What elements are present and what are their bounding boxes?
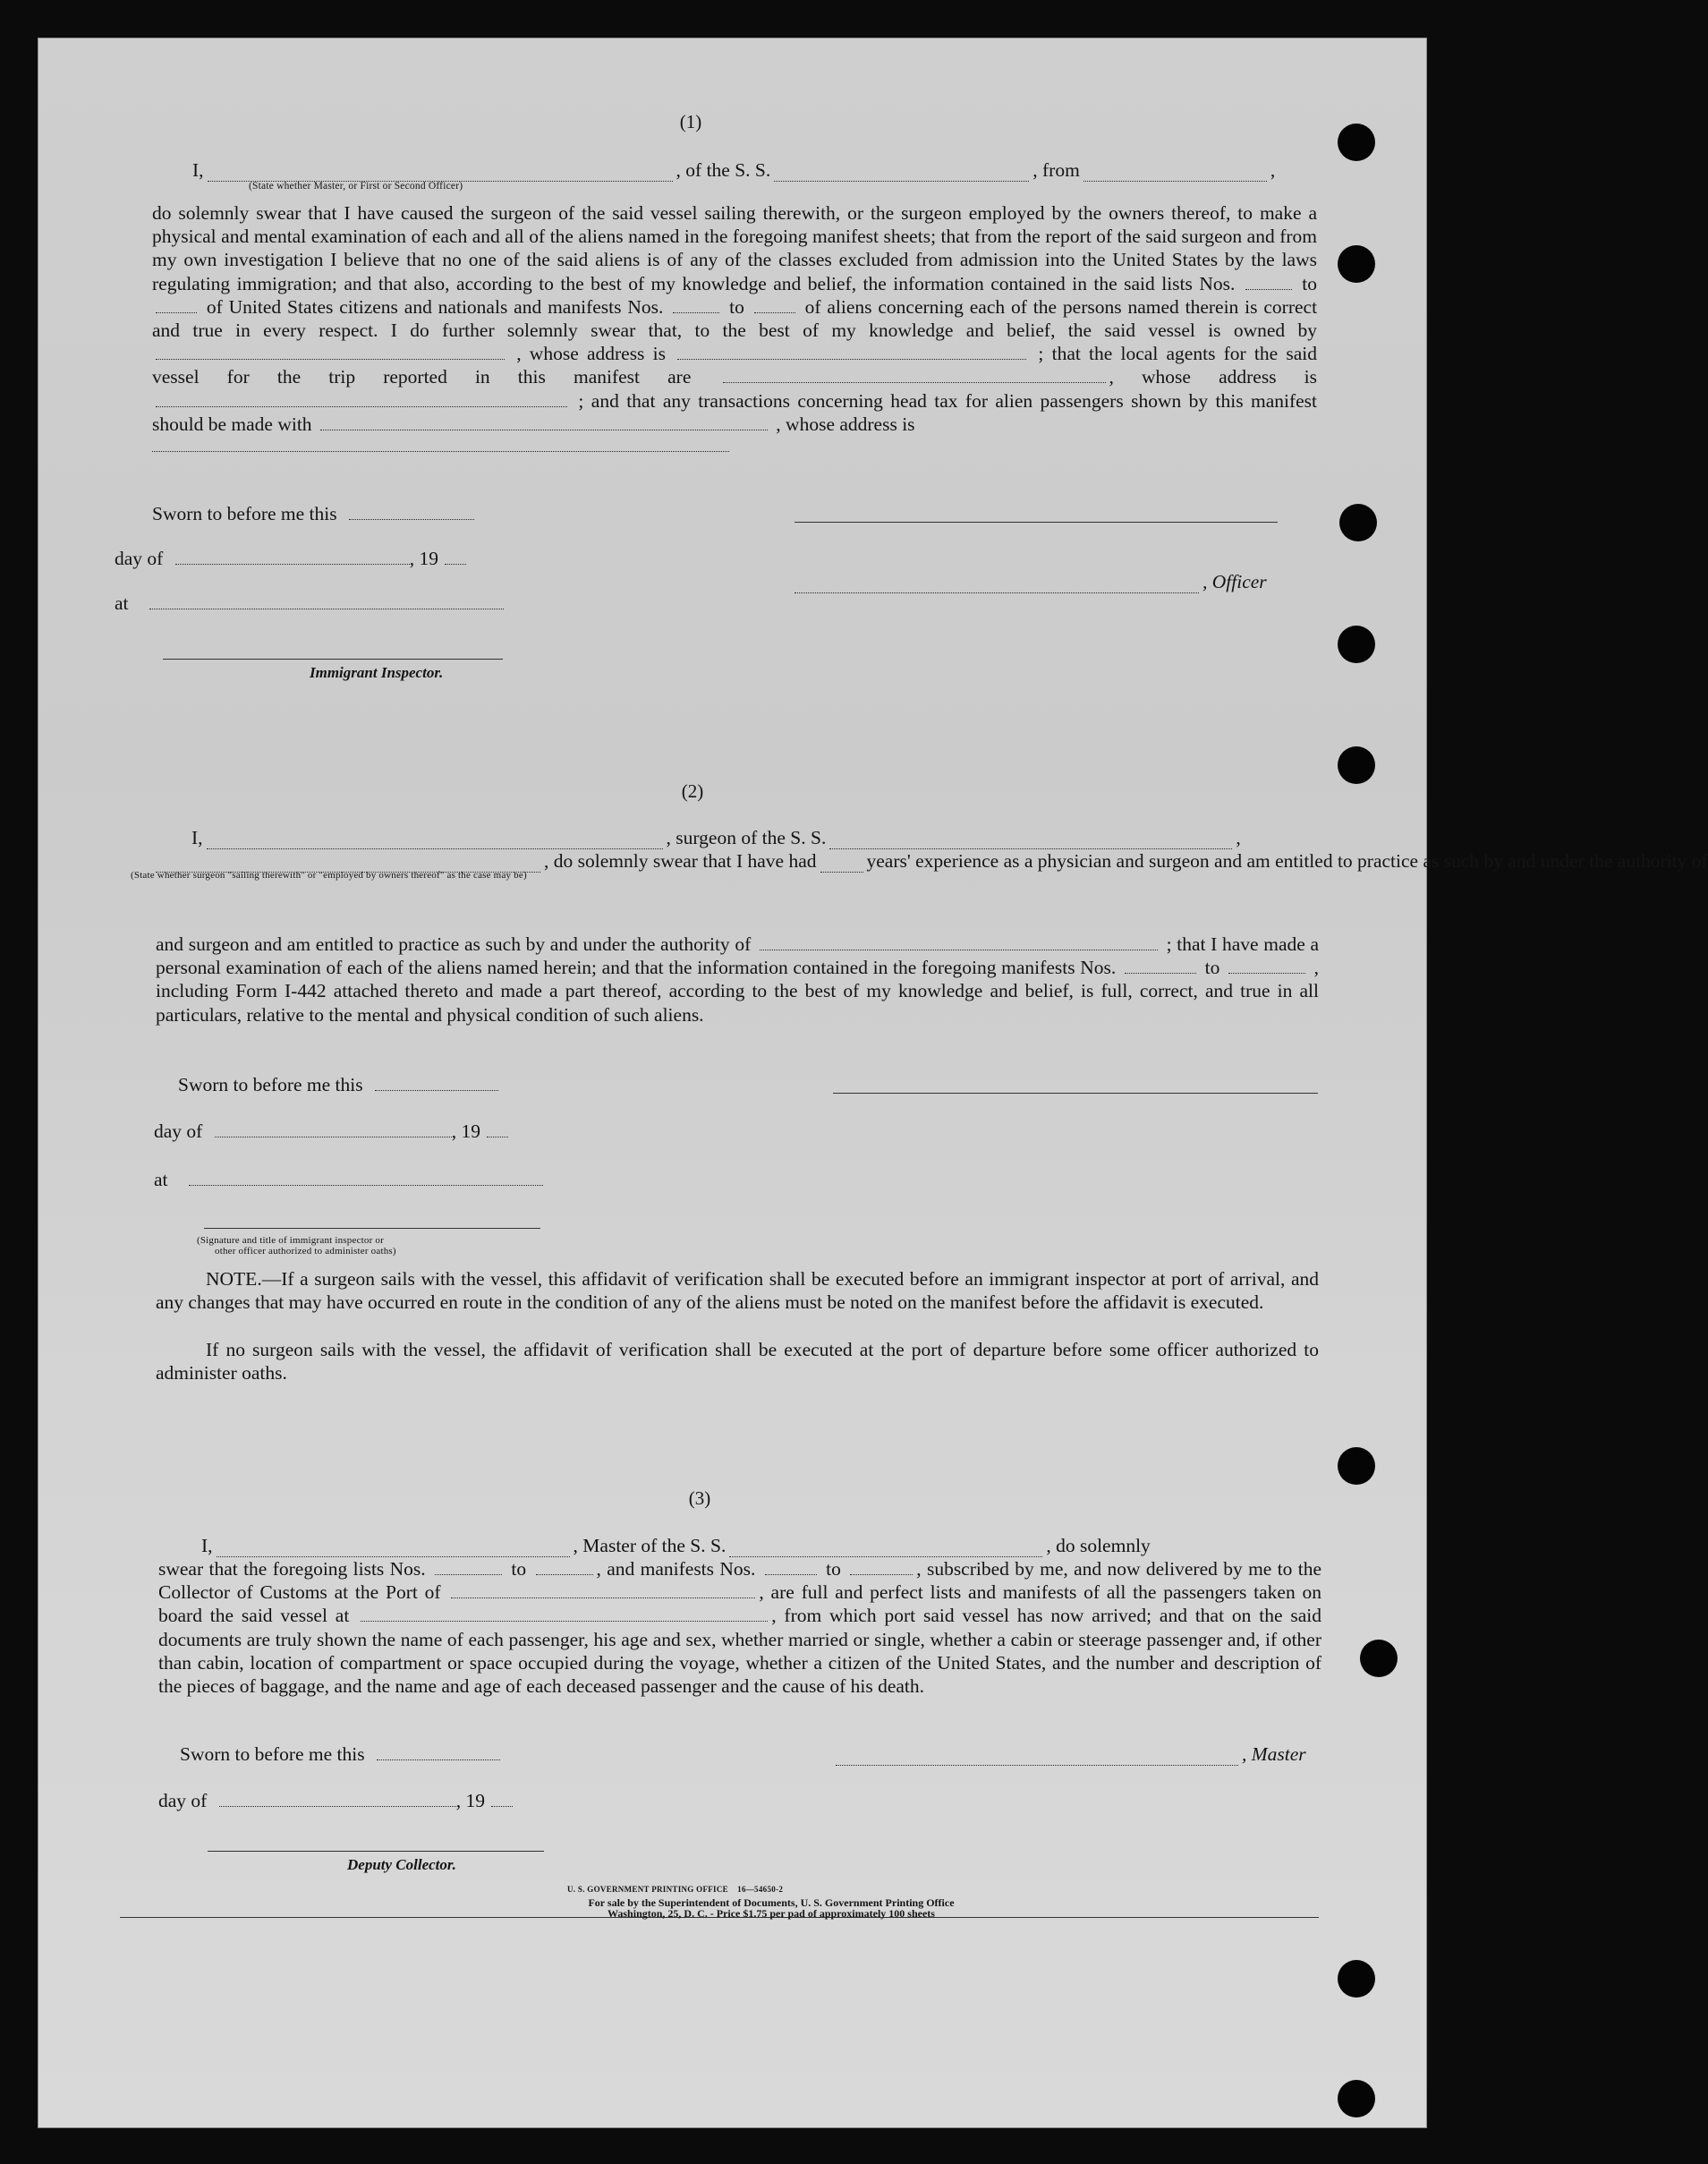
s1-year-field[interactable] [445, 549, 466, 565]
s2-inspector-signature-line[interactable] [204, 1228, 540, 1229]
manifests-to-field[interactable] [754, 297, 795, 313]
s1-officer-row: , Officer [795, 571, 1267, 593]
s3-manifests-from-field[interactable] [765, 1559, 817, 1575]
lists-to-field[interactable] [156, 297, 197, 313]
s1-inspector-label: Immigrant Inspector. [310, 664, 444, 681]
s2-sworn-date-field[interactable] [375, 1075, 498, 1091]
s1-day-field[interactable] [175, 549, 410, 565]
s2-sig-caption: (Signature and title of immigrant inspector or other officer authorized to administer oaths) [197, 1235, 396, 1257]
section-2-swear-line: , do solemnly swear that I have had years' experience as a physician and surgeon and am entitled to practice as such by and under the authority of [156, 850, 1319, 873]
s1-day-row: day of , 19 [115, 548, 470, 570]
agents-address-field[interactable] [156, 391, 567, 407]
manifest-verification-sheet [38, 38, 1708, 2128]
s3-manifests-to-field[interactable] [850, 1559, 913, 1575]
s3-master-row: , Master [836, 1743, 1306, 1766]
surgeon-name-field[interactable] [207, 833, 663, 849]
s2-at-field[interactable] [189, 1170, 543, 1186]
of-ss-label: , of the S. S. [676, 159, 771, 181]
punch-hole [1338, 1960, 1375, 1998]
surgeon-caption: (State whether surgeon "sailing therewith" or "employed by owners thereof" as the case may be) [131, 870, 527, 881]
intro-i: I, [192, 159, 204, 181]
s2-day-field[interactable] [215, 1121, 452, 1137]
punch-hole [1338, 124, 1375, 161]
manifests-from-field[interactable] [673, 297, 719, 313]
head-tax-address-field[interactable] [152, 436, 729, 452]
s1-officer-field[interactable] [795, 577, 1199, 593]
s2-surgeon-signature-line[interactable] [833, 1093, 1318, 1094]
lists-from-field[interactable] [1245, 274, 1292, 290]
gpo-imprint: U. S. GOVERNMENT PRINTING OFFICE 16—54650-2 [567, 1885, 784, 1894]
officer-name-field[interactable] [208, 166, 673, 182]
s3-day-row: day of , 19 [158, 1790, 516, 1812]
section-1-number: (1) [679, 111, 702, 132]
local-agents-field[interactable] [723, 367, 1106, 383]
s3-day-field[interactable] [219, 1791, 456, 1807]
s2-at-row: at [154, 1169, 547, 1191]
punch-hole [1338, 245, 1375, 283]
s2-note-paragraph: NOTE.—If a surgeon sails with the vessel, this affidavit of verification shall be executed before an immigrant inspector at port of arrival, and any changes that may have occurred en route in the condition of any of the aliens must be noted on the manifest before the affidavit is executed. [156, 1268, 1319, 1314]
section-1-paragraph: do solemnly swear that I have caused the surgeon of the said vessel sailing therewith, or the surgeon employed by the owners thereof, to make a physical and mental examination of each and all of the aliens named in the foregoing manifest sheets; that from the report of the said surgeon and from my own investigation I believe that no one of the said aliens is of any of the classes excluded from admission into the United States by the laws regulating immigration; and that also, according to the best of my knowledge and belief, the information contained in the said lists Nos. to of United States citizens and nationals and manifests Nos. to of aliens concerning each of the persons named therein is correct and true in every respect. I do further solemnly swear that, to the best of my knowledge and belief, the said vessel is owned by , whose address is ; that the local agents for the said vessel for the trip reported in this manifest are , whose address is ; and that any transactions concerning head tax for alien passengers shown by this manifest should be made with , whose address is [152, 201, 1317, 452]
section-2-number: (2) [681, 780, 704, 802]
s1-sworn-row: Sworn to before me this [136, 503, 478, 525]
s2-sworn-row: Sworn to before me this [156, 1074, 502, 1096]
section-1-opening-line: I, , of the S. S. , from , [192, 159, 1276, 181]
owner-field[interactable] [156, 344, 505, 360]
section-2-paragraph: and surgeon and am entitled to practice as such by and under the authority of ; that I have made a personal examination of each of the aliens named herein; and that the information contained in the foregoing manifests Nos. to , including Form I-442 attached thereto and made a part thereof, according to the best of my knowledge and belief, is full, correct, and true in all particulars, relative to the mental and physical condition of such aliens. [156, 933, 1320, 1026]
punch-hole [1338, 746, 1375, 784]
s1-sworn-date-field[interactable] [349, 504, 474, 520]
punch-hole [1338, 1447, 1375, 1485]
s3-vessel-field[interactable] [729, 1541, 1042, 1557]
s3-sworn-row: Sworn to before me this [158, 1743, 504, 1766]
s1-at-row: at [115, 592, 507, 615]
vessel-name-field[interactable] [774, 166, 1029, 182]
punch-hole [1360, 1640, 1398, 1677]
years-experience-field[interactable] [820, 856, 863, 873]
s1-at-field[interactable] [149, 593, 504, 609]
s3-lists-to-field[interactable] [536, 1559, 593, 1575]
section-3-number: (3) [688, 1487, 711, 1509]
section-2-opening-line: I, , surgeon of the S. S. , [191, 827, 1241, 848]
officer-caption: (State whether Master, or First or Second Officer) [249, 181, 463, 192]
punch-hole [1339, 504, 1377, 541]
footer-sale-note: For sale by the Superintendent of Documents, U. S. Government Printing Office Washington, 25, D. C. - Price $1.75 per pad of approximately 100 sheets [588, 1896, 955, 1920]
section-3-opening-line: I, , Master of the S. S. , do solemnly [201, 1535, 1151, 1556]
s3-year-field[interactable] [491, 1791, 513, 1807]
punch-hole [1338, 2080, 1375, 2117]
s2-day-row: day of , 19 [154, 1120, 512, 1143]
s3-lists-from-field[interactable] [435, 1559, 502, 1575]
section-3-paragraph: swear that the foregoing lists Nos. to , and manifests Nos. to , subscribed by me, and now delivered by me to the Collector of Customs at the Port of , are full and perfect lists and manifests of all the passengers taken on board the said vessel at , from which port said vessel has now arrived; and that on the said documents are truly shown the name of each passenger, his age and sex, whether married or single, whether a cabin or steerage passenger and, if other than cabin, location of compartment or space occupied during the voyage, whether a citizen of the United States, and the number and description of the pieces of baggage, and the name and age of each deceased passenger and the cause of his death. [158, 1558, 1322, 1698]
port-of-departure-field[interactable] [361, 1606, 768, 1622]
punch-hole [1338, 626, 1375, 663]
s2-vessel-field[interactable] [829, 833, 1232, 849]
s1-officer-signature-line[interactable] [795, 522, 1278, 523]
port-of-arrival-field[interactable] [451, 1582, 755, 1598]
head-tax-party-field[interactable] [320, 414, 768, 430]
s3-master-signature-field[interactable] [836, 1750, 1238, 1766]
owner-address-field[interactable] [677, 344, 1026, 360]
s2-manifest-from-field[interactable] [1125, 958, 1196, 974]
s3-sworn-date-field[interactable] [377, 1744, 500, 1760]
from-label: , from [1032, 159, 1080, 181]
practice-authority-field[interactable] [760, 934, 1158, 950]
from-port-field[interactable] [1083, 166, 1267, 182]
s3-collector-label: Deputy Collector. [347, 1856, 456, 1873]
s2-note-2: If no surgeon sails with the vessel, the affidavit of verification shall be executed at the port of departure before some officer authorized to administer oaths. [156, 1339, 1319, 1384]
s2-manifest-to-field[interactable] [1228, 958, 1305, 974]
s2-year-field[interactable] [487, 1121, 508, 1137]
master-name-field[interactable] [217, 1541, 570, 1557]
s1-inspector-signature-line[interactable] [163, 659, 503, 660]
s3-collector-signature-line[interactable] [208, 1851, 544, 1852]
